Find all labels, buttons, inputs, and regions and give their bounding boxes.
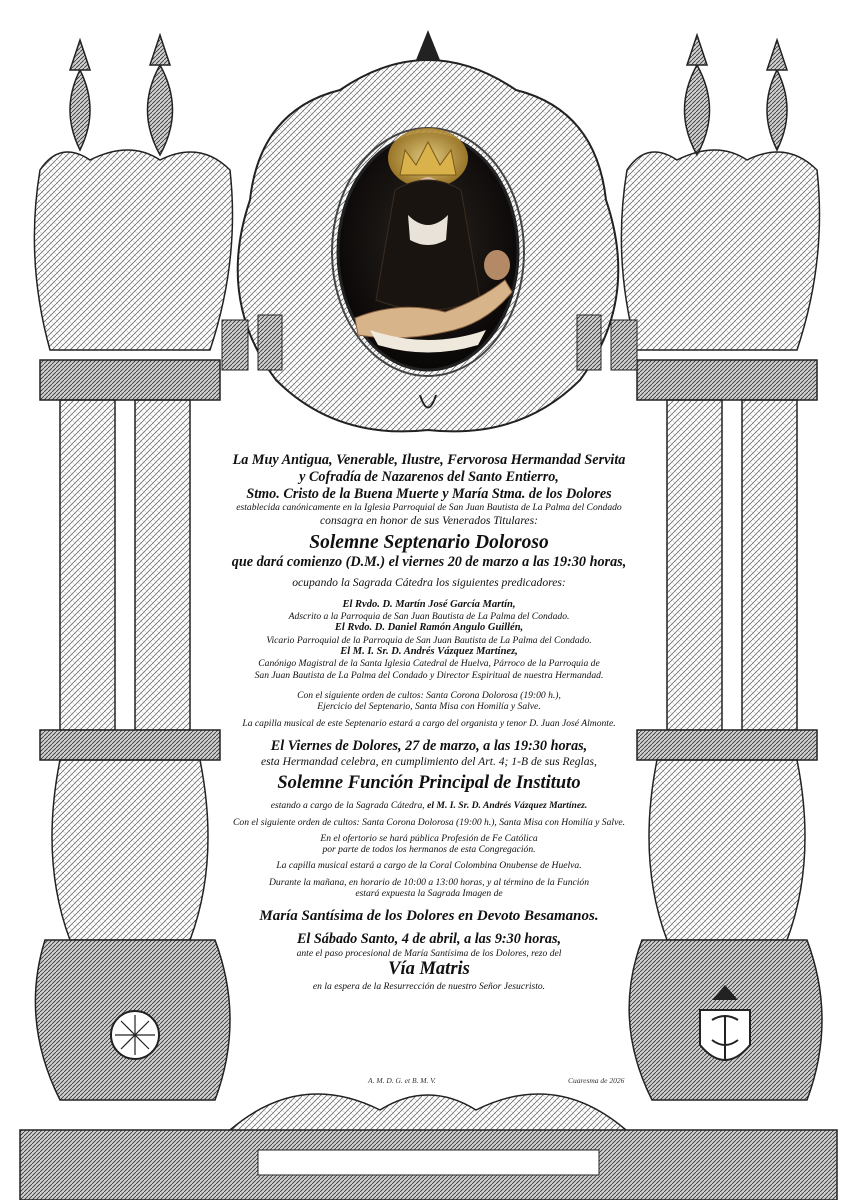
manana-1: Durante la mañana, en horario de 10:00 a 13:00 horas, y al término de la Función	[268, 876, 590, 888]
viamatris-desc: ante el paso procesional de María Santísima de los Dolores, rezo del	[296, 947, 562, 959]
brotherhood-name-line1: La Muy Antigua, Venerable, Ilustre, Fervorosa Hermandad Servita	[232, 452, 626, 468]
preacher-role: Canónigo Magistral de la Santa Iglesia Catedral de Huelva, Párroco de la Parroquia de	[258, 658, 600, 670]
funcion-music: La capilla musical estará a cargo de la Coral Colombina Onubense de Huelva.	[276, 860, 582, 872]
catedra-prefix: estando a cargo de la Sagrada Cátedra,	[270, 800, 425, 812]
right-column-ornament	[621, 35, 822, 1100]
funcion-celebra: esta Hermandad celebra, en cumplimiento del Art. 4; 1-B de sus Reglas,	[261, 754, 597, 768]
septenario-start: que dará comienzo (D.M.) el viernes 20 de marzo a las 19:30 horas,	[231, 554, 627, 571]
announcement-text	[222, 452, 636, 992]
preacher-3	[222, 646, 636, 681]
funcion-title: Solemne Función Principal de Instituto	[277, 773, 581, 794]
ofertorio-1: En el ofertorio se hará pública Profesión de Fe Católica	[320, 832, 538, 844]
besamanos-title: María Santísima de los Dolores en Devoto Besamanos.	[259, 908, 599, 925]
preacher-role: Adscrito a la Parroquia de San Juan Bautista de La Palma del Condado.	[288, 611, 570, 623]
ofertorio-2: por parte de todos los hermanos de esta Congregación.	[322, 844, 536, 856]
funcion-catedra	[222, 800, 636, 811]
catedra-preacher: el M. I. Sr. D. Andrés Vázquez Martínez.	[427, 800, 588, 812]
viamatris-title: Vía Matris	[388, 959, 470, 980]
preacher-name: El Rvdo. D. Martín José García Martín,	[342, 598, 516, 610]
septenario-title: Solemne Septenario Doloroso	[309, 532, 549, 554]
septenario-music: La capilla musical de este Septenario estará a cargo del organista y tenor D. Juan José Almonte.	[242, 717, 616, 729]
funcion-order: Con el siguiente orden de cultos: Santa Corona Dolorosa (19:00 h.), Santa Misa con Homilía y Salve.	[233, 816, 625, 828]
preacher-name: El Rvdo. D. Daniel Ramón Angulo Guillén,	[334, 622, 524, 634]
preacher-name: El M. I. Sr. D. Andrés Vázquez Martínez,	[340, 646, 518, 658]
preacher-role: San Juan Bautista de La Palma del Condado y Director Espiritual de nuestra Hermandad.	[254, 669, 604, 681]
manana-2: estará expuesta la Sagrada Imagen de	[355, 888, 503, 900]
brotherhood-name-line2: y Cofradía de Nazarenos del Santo Entierro,	[299, 468, 559, 485]
establishment-line: establecida canónicamente en la Iglesia Parroquial de San Juan Bautista de La Palma del Condado	[236, 502, 622, 514]
viamatris-end: en la espera de la Resurrección de nuestro Señor Jesucristo.	[312, 980, 546, 992]
preacher-2	[222, 622, 636, 646]
septenario-order-2: Ejercicio del Septenario, Santa Misa con Homilía y Salve.	[317, 701, 541, 713]
left-column-ornament	[34, 35, 232, 1100]
preachers-intro: ocupando la Sagrada Cátedra los siguientes predicadores:	[292, 575, 566, 589]
funcion-date: El Viernes de Dolores, 27 de marzo, a las 19:30 horas,	[270, 737, 588, 754]
preacher-1	[222, 599, 636, 623]
brotherhood-name-line3: Stmo. Cristo de la Buena Muerte y María Stma. de los Dolores	[246, 485, 612, 502]
septenario-order-1: Con el siguiente orden de cultos: Santa Corona Dolorosa (19:00 h.),	[297, 690, 561, 702]
dedication-line: consagra en honor de sus Venerados Titulares:	[320, 513, 538, 527]
footer-dedication: A. M. D. G. et B. M. V.	[368, 1076, 436, 1085]
preacher-role: Vicario Parroquial de la Parroquia de San Juan Bautista de La Palma del Condado.	[266, 634, 592, 646]
viamatris-date: El Sábado Santo, 4 de abril, a las 9:30 horas,	[296, 931, 562, 948]
footer-date: Cuaresma de 2026	[568, 1076, 625, 1085]
